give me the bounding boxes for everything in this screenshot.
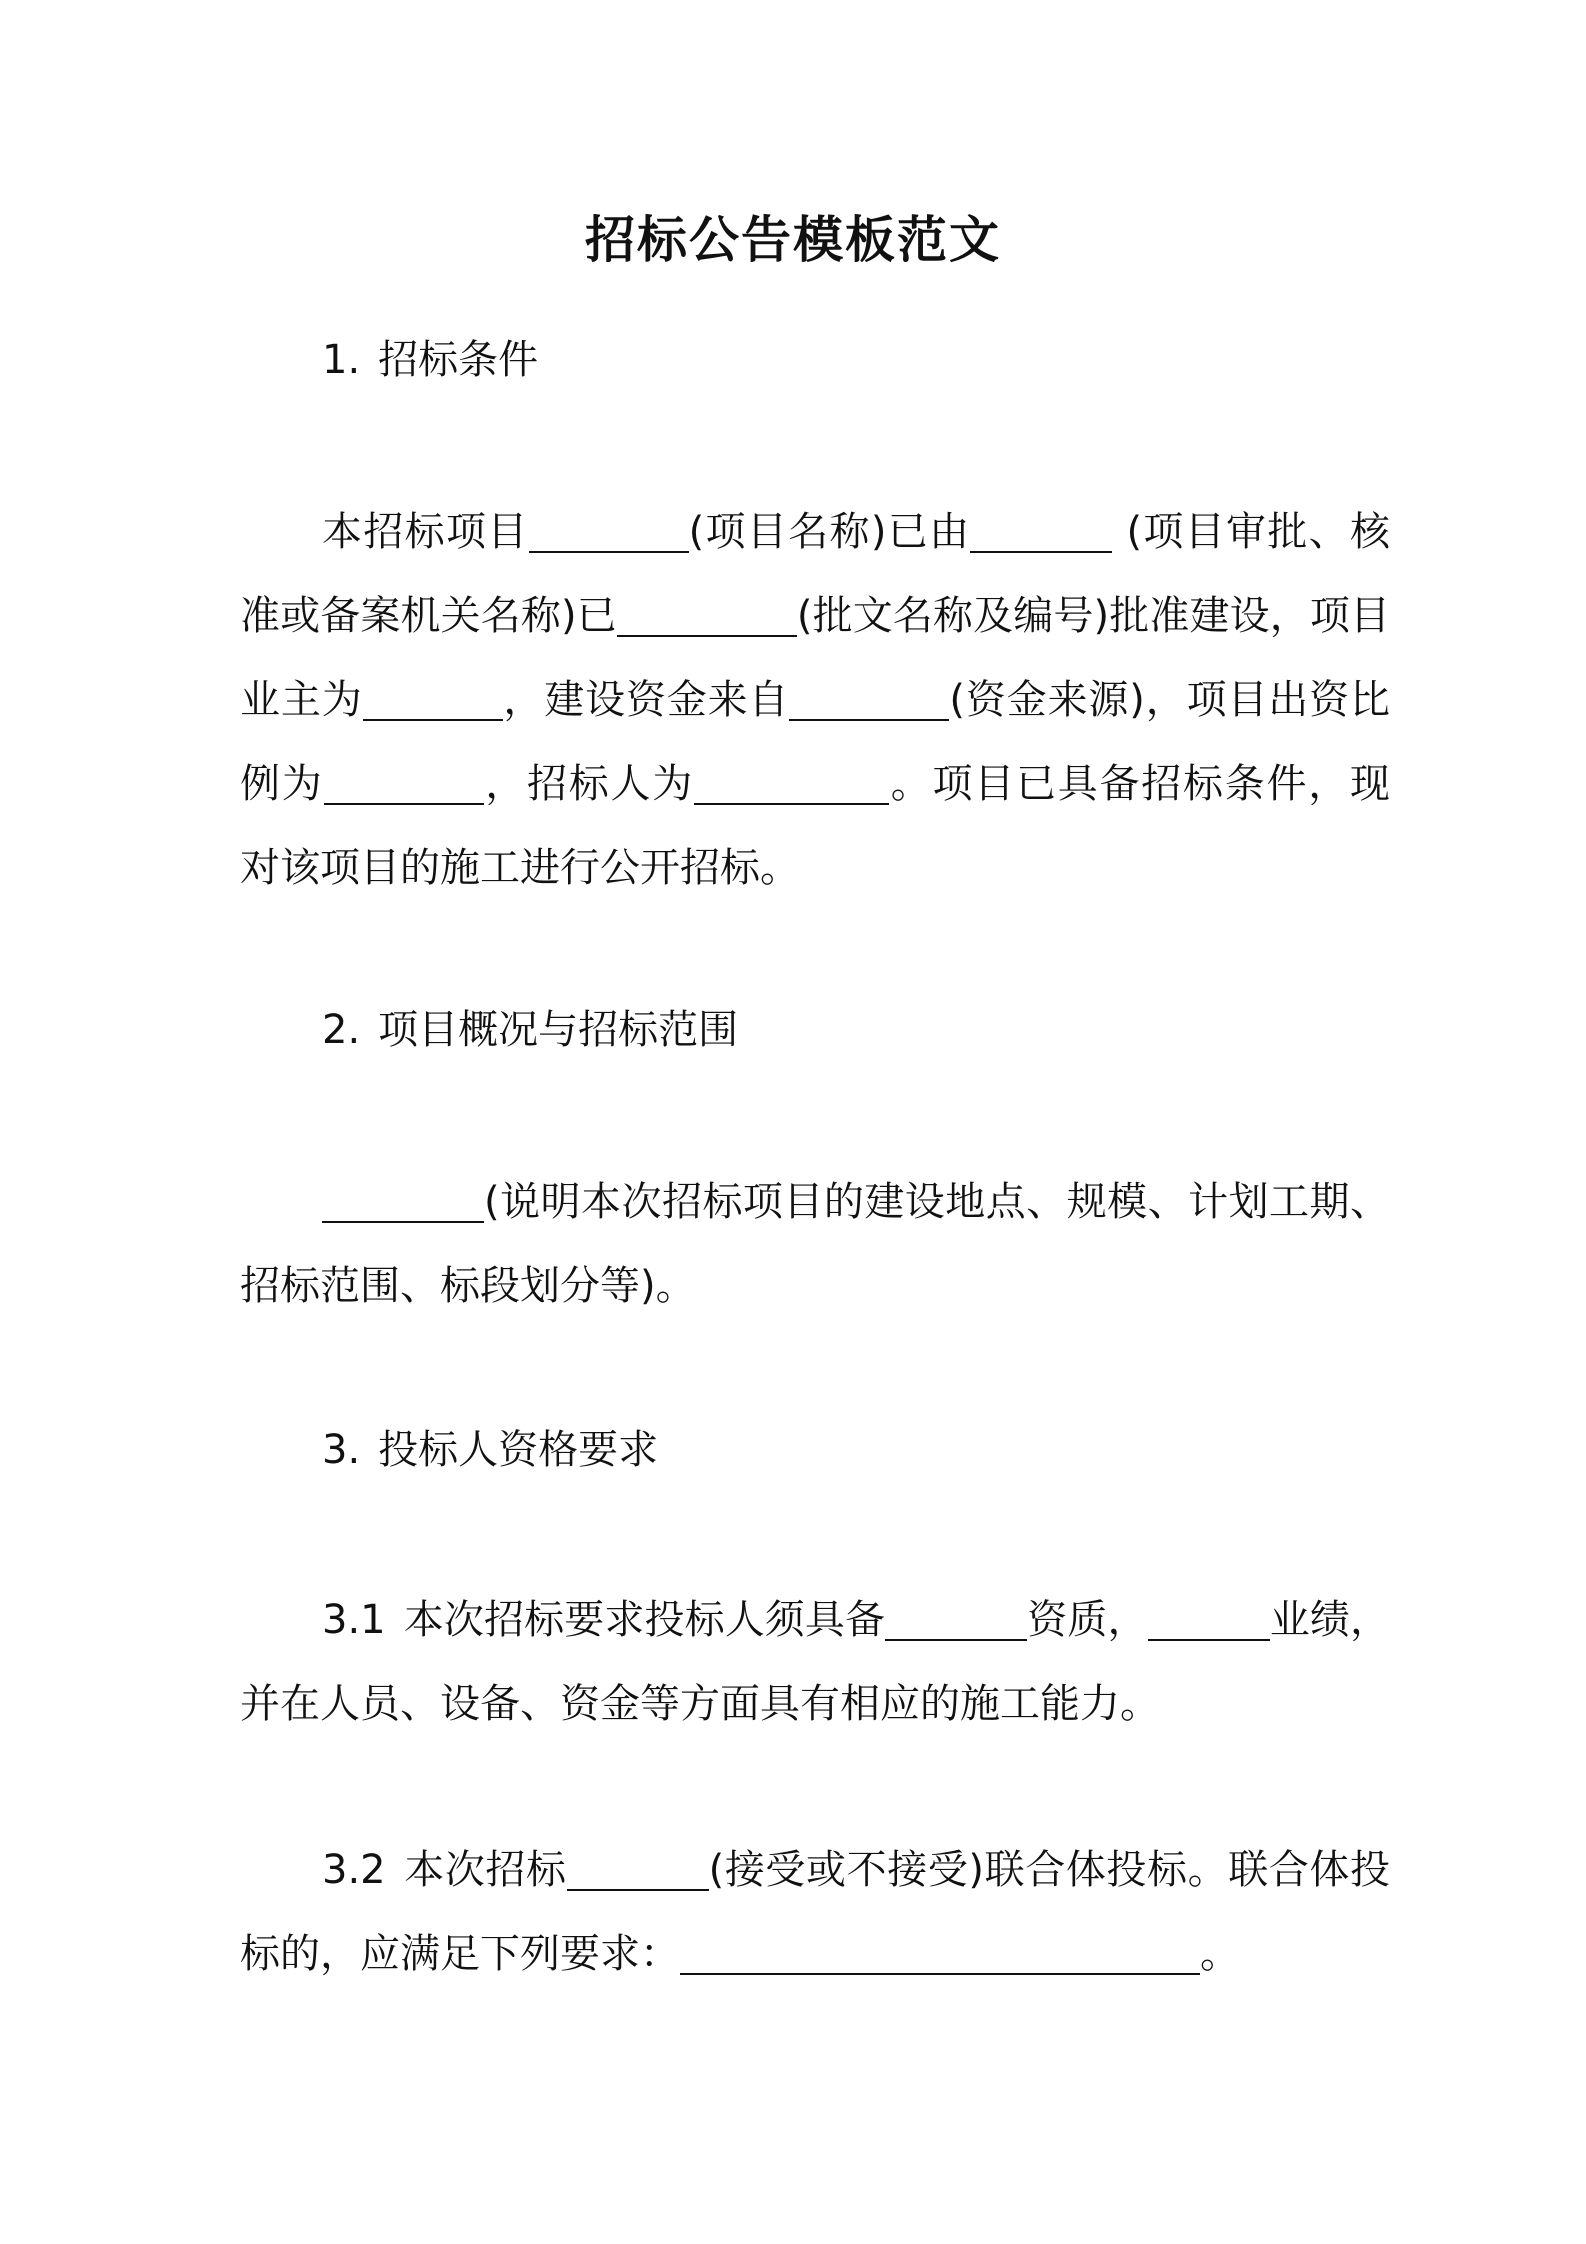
- blank-approval-authority: [970, 507, 1112, 553]
- blank-project-owner: [363, 675, 503, 721]
- blank-approval-document: [617, 591, 797, 637]
- blank-tenderee: [694, 759, 889, 805]
- section-3-2-paragraph: [240, 1828, 1390, 1996]
- section-1-number: 1.: [322, 337, 361, 383]
- blank-consortium-requirements: [680, 1929, 1200, 1975]
- text-run: (说明本次招标项目的建设地点、规模、计划工期、招标范围、标段划分等)。: [240, 1179, 1390, 1309]
- text-run: 。项目已具备招标条件，现对该项目的施工进行公开招标。: [240, 761, 1390, 891]
- section-1-title: 招标条件: [378, 337, 539, 383]
- section-1-heading: [322, 330, 538, 390]
- text-run: (项目审批、核准或备案机关名称)已: [240, 509, 1391, 639]
- text-run: ，招标人为: [483, 761, 694, 807]
- blank-qualification: [885, 1595, 1027, 1641]
- section-3-heading: [322, 1420, 658, 1480]
- text-run: 本次招标: [403, 1847, 567, 1893]
- text-run: (批文名称及编号)批准建设，项目业主为: [240, 593, 1390, 723]
- document-title: 招标公告模板范文: [585, 211, 1001, 269]
- section-2-title: 项目概况与招标范围: [378, 1007, 739, 1053]
- subsection-number: 3.1: [322, 1597, 386, 1643]
- section-2-paragraph: [240, 1160, 1390, 1328]
- blank-performance: [1148, 1595, 1270, 1641]
- blank-project-name: [529, 507, 689, 553]
- section-2-number: 2.: [322, 1007, 361, 1053]
- section-3-1-paragraph: [240, 1578, 1390, 1746]
- section-3-number: 3.: [322, 1427, 361, 1473]
- text-run: ，建设资金来自: [502, 677, 790, 723]
- text-run: (接受或不接受)联合体投标。联合体投标的，应满足下列要求：: [240, 1847, 1391, 1977]
- subsection-number: 3.2: [322, 1847, 386, 1893]
- blank-investment-ratio: [324, 759, 484, 805]
- section-1-paragraph: [240, 490, 1390, 910]
- text-run: 本次招标要求投标人须具备: [403, 1597, 886, 1643]
- text-run: (资金来源)，项目出资比例为: [240, 677, 1391, 807]
- blank-consortium: [567, 1845, 709, 1891]
- section-2-heading: [322, 1000, 738, 1060]
- text-run: 本招标项目: [322, 509, 529, 555]
- text-run: 业绩，并在人员、设备、资金等方面具有相应的施工能力。: [240, 1597, 1391, 1727]
- blank-project-overview: [322, 1177, 484, 1223]
- text-run: 资质，: [1027, 1597, 1148, 1643]
- section-3-title: 投标人资格要求: [378, 1427, 659, 1473]
- text-run: (项目名称)已由: [688, 509, 971, 555]
- blank-fund-source: [789, 675, 949, 721]
- text-run: 。: [1200, 1931, 1240, 1977]
